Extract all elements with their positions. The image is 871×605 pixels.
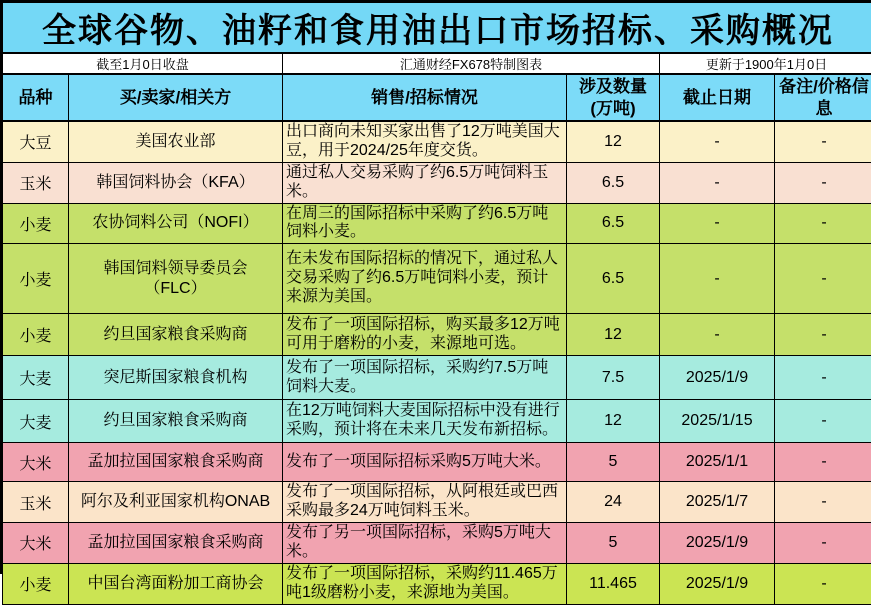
variety-cell: 大豆 <box>3 121 69 162</box>
deadline-cell: - <box>660 203 775 244</box>
column-header-variety: 品种 <box>3 74 69 121</box>
deadline-cell: 2025/1/15 <box>660 400 775 443</box>
quantity-cell: 5 <box>567 443 660 482</box>
situation-cell: 在未发布国际招标的情况下，通过私人交易采购了约6.5万吨饲料小麦，预计来源为美国。 <box>283 244 567 314</box>
quantity-cell: 12 <box>567 314 660 356</box>
column-header-notes: 备注/价格信息 <box>775 74 871 121</box>
table-row <box>3 523 871 564</box>
notes-cell: - <box>775 203 871 244</box>
notes-cell: - <box>775 121 871 162</box>
party-cell: 农协饲料公司（NOFI） <box>69 203 283 244</box>
quantity-cell: 7.5 <box>567 356 660 400</box>
party-cell: 美国农业部 <box>69 121 283 162</box>
variety-cell: 大麦 <box>3 356 69 400</box>
table-row <box>3 244 871 314</box>
situation-cell: 发布了一项国际招标采购5万吨大米。 <box>283 443 567 482</box>
variety-cell: 玉米 <box>3 162 69 203</box>
deadline-cell: 2025/1/1 <box>660 443 775 482</box>
table-row <box>3 203 871 244</box>
party-cell: 韩国饲料协会（KFA） <box>69 162 283 203</box>
situation-cell: 发布了一项国际招标，采购约7.5万吨饲料大麦。 <box>283 356 567 400</box>
notes-cell: - <box>775 314 871 356</box>
variety-cell: 大米 <box>3 523 69 564</box>
situation-cell: 发布了一项国际招标，采购约11.465万吨1级磨粉小麦，来源地为美国。 <box>283 563 567 604</box>
variety-cell: 大米 <box>3 443 69 482</box>
situation-cell: 在周三的国际招标中采购了约6.5万吨饲料小麦。 <box>283 203 567 244</box>
deadline-cell: - <box>660 121 775 162</box>
quantity-cell: 6.5 <box>567 162 660 203</box>
variety-cell: 玉米 <box>3 482 69 523</box>
notes-cell: - <box>775 523 871 564</box>
notes-cell: - <box>775 563 871 604</box>
table-row <box>3 563 871 604</box>
situation-cell: 发布了另一项国际招标，采购5万吨大米。 <box>283 523 567 564</box>
subtitle-row <box>3 53 871 74</box>
deadline-cell: 2025/1/9 <box>660 523 775 564</box>
deadline-cell: - <box>660 314 775 356</box>
party-cell: 中国台湾面粉加工商协会 <box>69 563 283 604</box>
party-cell: 孟加拉国国家粮食采购商 <box>69 523 283 564</box>
variety-cell: 小麦 <box>3 563 69 604</box>
party-cell: 韩国饲料领导委员会（FLC） <box>69 244 283 314</box>
column-header-situation: 销售/招标情况 <box>283 74 567 121</box>
quantity-cell: 24 <box>567 482 660 523</box>
variety-cell: 大麦 <box>3 400 69 443</box>
deadline-cell: 2025/1/9 <box>660 356 775 400</box>
table-row <box>3 482 871 523</box>
party-cell: 约旦国家粮食采购商 <box>69 314 283 356</box>
deadline-cell: 2025/1/9 <box>660 563 775 604</box>
subtitle-source: 汇通财经FX678特制图表 <box>283 53 660 74</box>
subtitle-updated: 更新于1900年1月0日 <box>660 53 871 74</box>
notes-cell: - <box>775 356 871 400</box>
party-cell: 阿尔及利亚国家机构ONAB <box>69 482 283 523</box>
deadline-cell: 2025/1/7 <box>660 482 775 523</box>
situation-cell: 通过私人交易采购了约6.5万吨饲料玉米。 <box>283 162 567 203</box>
situation-cell: 发布了一项国际招标，购买最多12万吨可用于磨粉的小麦，来源地可选。 <box>283 314 567 356</box>
table-row <box>3 443 871 482</box>
notes-cell: - <box>775 162 871 203</box>
page-title: 全球谷物、油籽和食用油出口市场招标、采购概况 <box>3 3 871 54</box>
variety-cell: 小麦 <box>3 314 69 356</box>
subtitle-asof: 截至1月0日收盘 <box>3 53 283 74</box>
notes-cell: - <box>775 244 871 314</box>
table-row <box>3 162 871 203</box>
column-header-quantity-line1: 涉及数量 <box>579 77 647 96</box>
situation-cell: 发布了一项国际招标，从阿根廷或巴西采购最多24万吨饲料玉米。 <box>283 482 567 523</box>
deadline-cell: - <box>660 162 775 203</box>
table-row <box>3 121 871 162</box>
tender-table <box>2 2 871 605</box>
variety-cell: 小麦 <box>3 203 69 244</box>
header-row <box>3 74 871 121</box>
table-row <box>3 356 871 400</box>
quantity-cell: 6.5 <box>567 244 660 314</box>
quantity-cell: 12 <box>567 121 660 162</box>
table-row <box>3 314 871 356</box>
situation-cell: 在12万吨饲料大麦国际招标中没有进行采购，预计将在未来几天发布新招标。 <box>283 400 567 443</box>
party-cell: 约旦国家粮食采购商 <box>69 400 283 443</box>
column-header-quantity <box>567 74 660 121</box>
variety-cell: 小麦 <box>3 244 69 314</box>
quantity-cell: 11.465 <box>567 563 660 604</box>
title-row <box>3 3 871 54</box>
notes-cell: - <box>775 400 871 443</box>
table-row <box>3 400 871 443</box>
deadline-cell: - <box>660 244 775 314</box>
column-header-deadline: 截止日期 <box>660 74 775 121</box>
quantity-cell: 5 <box>567 523 660 564</box>
situation-cell: 出口商向未知买家出售了12万吨美国大豆，用于2024/25年度交货。 <box>283 121 567 162</box>
party-cell: 孟加拉国国家粮食采购商 <box>69 443 283 482</box>
party-cell: 突尼斯国家粮食机构 <box>69 356 283 400</box>
column-header-quantity-line2: (万吨) <box>590 99 635 118</box>
quantity-cell: 6.5 <box>567 203 660 244</box>
quantity-cell: 12 <box>567 400 660 443</box>
notes-cell: - <box>775 482 871 523</box>
notes-cell: - <box>775 443 871 482</box>
column-header-party: 买/卖家/相关方 <box>69 74 283 121</box>
